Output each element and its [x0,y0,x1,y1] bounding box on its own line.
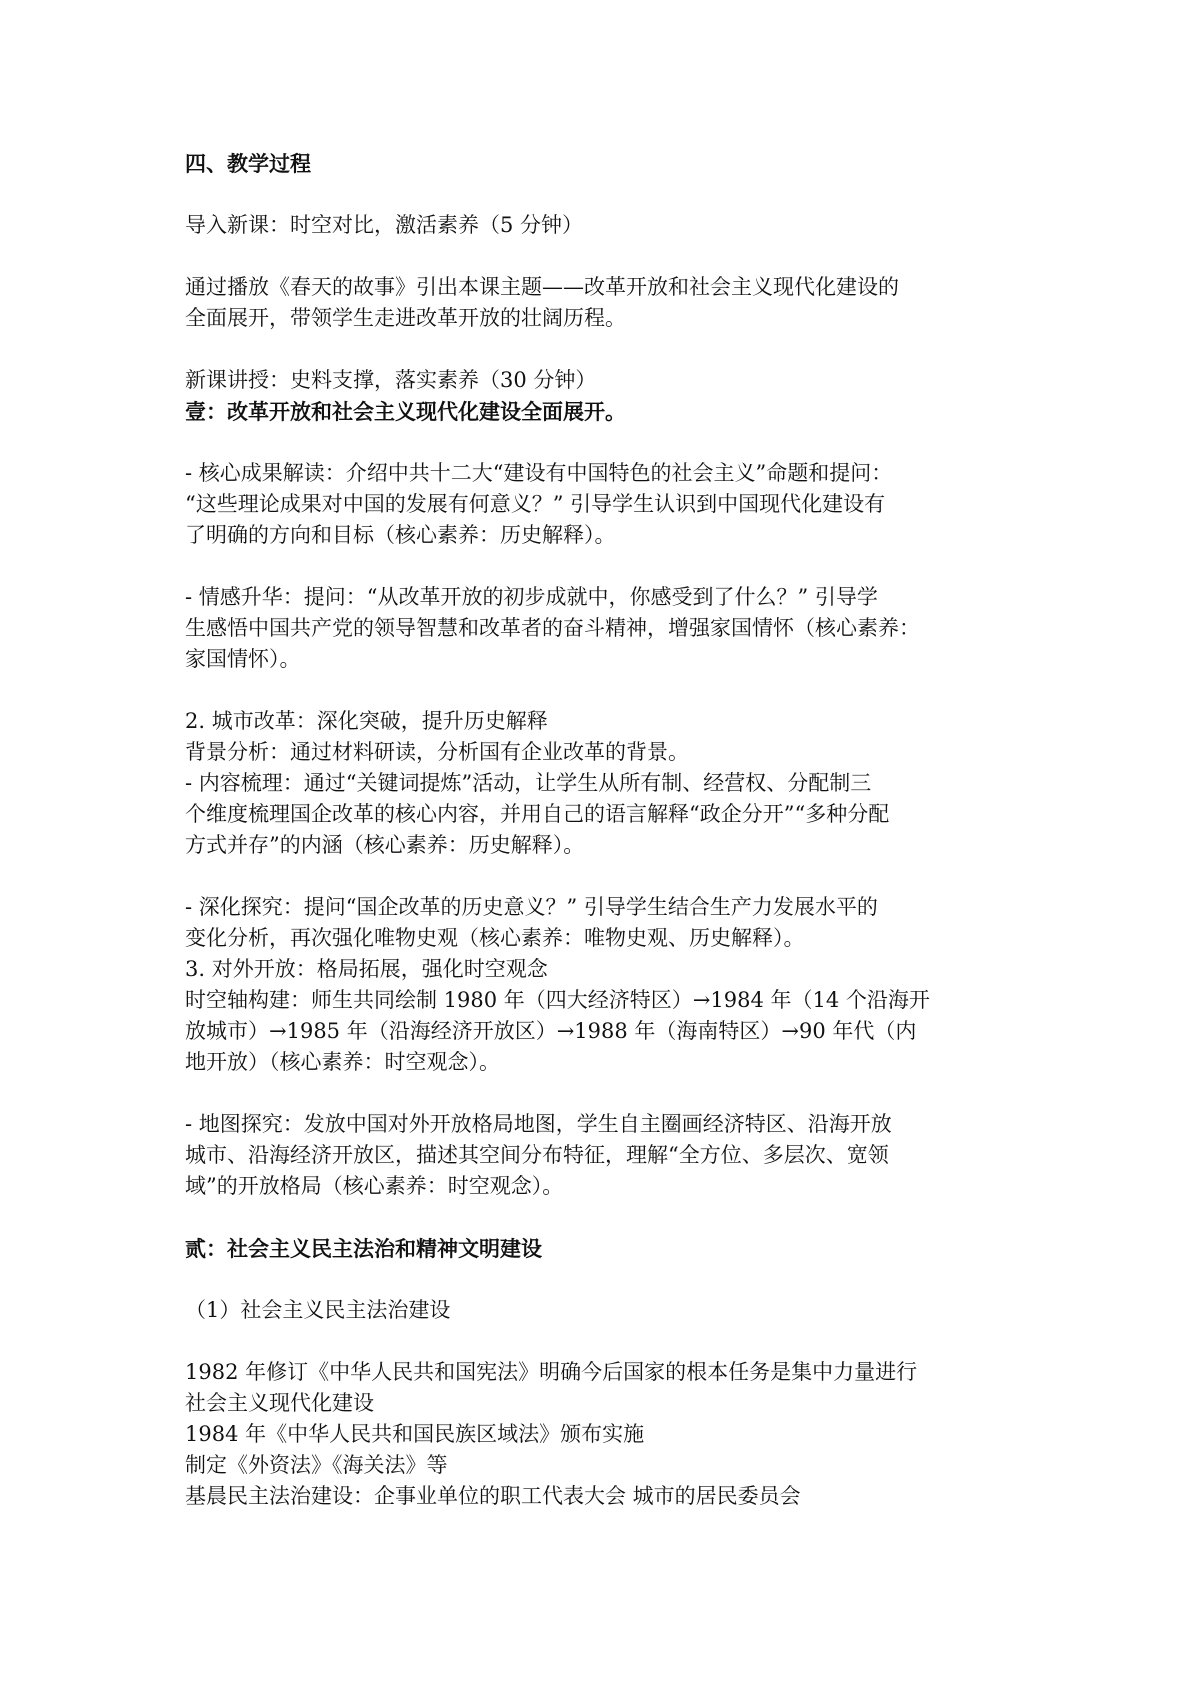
emotion-line: 家国情怀）。 [185,647,301,671]
part2-subtitle: （1）社会主义民主法治建设 [185,1298,451,1322]
spacer [185,1078,1025,1109]
emotion-line: 生感悟中国共产党的领导智慧和改革者的奋斗精神，增强家国情怀（核心素养： [185,616,920,640]
document-page [185,148,1025,1512]
city-reform-line: 背景分析：通过材料研读，分析国有企业改革的背景。 [185,740,689,764]
map-line: 域”的开放格局（核心素养：时空观念）。 [185,1174,564,1198]
deepen-line: 地开放）（核心素养：时空观念）。 [185,1050,500,1074]
intro-title: 导入新课：时空对比，激活素养（5 分钟） [185,213,584,237]
part2-body-line: 制定《外资法》《海关法》等 [185,1453,448,1477]
part2-title: 贰：社会主义民主法治和精神文明建设 [185,1236,542,1261]
city-reform-line: 2. 城市改革：深化突破，提升历史解释 [185,709,548,733]
city-reform-line: - 内容梳理：通过“关键词提炼”活动，让学生从所有制、经营权、分配制三 [185,771,872,795]
part1-title: 壹：改革开放和社会主义现代化建设全面展开。 [185,399,626,424]
intro-body-line: 通过播放《春天的故事》引出本课主题——改革开放和社会主义现代化建设的 [185,275,899,299]
city-reform-line: 个维度梳理国企改革的核心内容，并用自己的语言解释“政企分开”“多种分配 [185,802,890,826]
core-result-line: 了明确的方向和目标（核心素养：历史解释）。 [185,523,616,547]
spacer [185,675,1025,706]
part2-body-line: 基晨民主法治建设：企事业单位的职工代表大会 城市的居民委员会 [185,1484,801,1508]
deepen-line: 变化分析，再次强化唯物史观（核心素养：唯物史观、历史解释）。 [185,926,805,950]
part2-body-line: 1982 年修订《中华人民共和国宪法》明确今后国家的根本任务是集中力量进行 [185,1360,918,1384]
core-result-line: “这些理论成果对中国的发展有何意义？” 引导学生认识到中国现代化建设有 [185,492,886,516]
spacer [185,334,1025,365]
spacer [185,179,1025,210]
deepen-line: 3. 对外开放：格局拓展，强化时空观念 [185,957,548,981]
part2-body-line: 社会主义现代化建设 [185,1391,374,1415]
intro-body-line: 全面展开，带领学生走进改革开放的壮阔历程。 [185,306,626,330]
spacer [185,427,1025,458]
part2-body-line: 1984 年《中华人民共和国民族区域法》颁布实施 [185,1422,645,1446]
emotion-line: - 情感升华：提问：“从改革开放的初步成就中，你感受到了什么？” 引导学 [185,585,878,609]
core-result-line: - 核心成果解读：介绍中共十二大“建设有中国特色的社会主义”命题和提问： [185,461,893,485]
spacer [185,1264,1025,1295]
map-line: - 地图探究：发放中国对外开放格局地图，学生自主圈画经济特区、沿海开放 [185,1112,892,1136]
spacer [185,861,1025,892]
city-reform-line: 方式并存”的内涵（核心素养：历史解释）。 [185,833,585,857]
spacer [185,1202,1025,1233]
deepen-line: 放城市）→1985 年（沿海经济开放区）→1988 年（海南特区）→90 年代（内 [185,1019,917,1043]
section-heading: 四、教学过程 [185,151,311,176]
spacer [185,1326,1025,1357]
spacer [185,241,1025,272]
spacer [185,551,1025,582]
new-lesson-title: 新课讲授：史料支撑，落实素养（30 分钟） [185,368,597,392]
map-line: 城市、沿海经济开放区，描述其空间分布特征，理解“全方位、多层次、宽领 [185,1143,889,1167]
deepen-line: 时空轴构建：师生共同绘制 1980 年（四大经济特区）→1984 年（14 个沿海开 [185,988,930,1012]
deepen-line: - 深化探究：提问“国企改革的历史意义？” 引导学生结合生产力发展水平的 [185,895,878,919]
